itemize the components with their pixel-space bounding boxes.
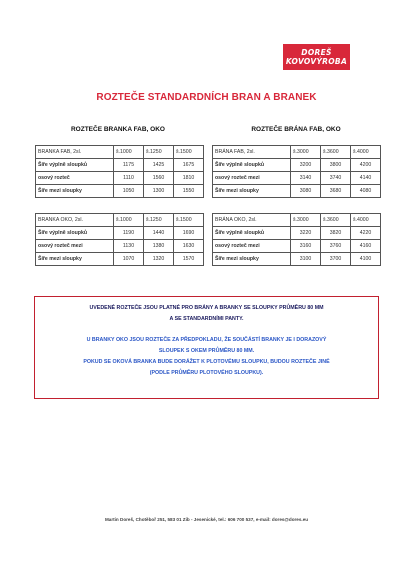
header-cell: BRANKA FAB, 2sl. [36, 146, 114, 159]
document-title: ROZTEČE STANDARDNÍCH BRAN A BRANEK [96, 92, 317, 103]
table-cell: 3700 [321, 253, 351, 266]
table-cell: 1440 [144, 227, 174, 240]
table-cell: 1675 [174, 159, 204, 172]
row-label: Šíře mezi sloupky [213, 185, 291, 198]
table-header-row [213, 214, 381, 227]
table-row [213, 172, 381, 185]
table-cell: 1320 [144, 253, 174, 266]
table-cell: 1050 [114, 185, 144, 198]
header-cell: š.1000 [114, 214, 144, 227]
table-header-row [36, 146, 204, 159]
table-row [213, 185, 381, 198]
table-row [36, 185, 204, 198]
table-cell: 3100 [291, 253, 321, 266]
table-branka-oko [35, 213, 204, 266]
footer-contact: Martin Doreš, Chotěboř 251, 583 01 Zib - Jesenické, tel.: 606 700 537, e-mail: dores@dores.eu [104, 517, 309, 522]
table-cell: 1070 [114, 253, 144, 266]
header-cell: š.3000 [291, 146, 321, 159]
table-header-row [213, 146, 381, 159]
table-cell: 1550 [174, 185, 204, 198]
notice-line: A SE STANDARDNÍMI PANTY. [169, 316, 244, 322]
table-row [36, 240, 204, 253]
table-cell: 1190 [114, 227, 144, 240]
table-cell: 3200 [291, 159, 321, 172]
table-cell: 1300 [144, 185, 174, 198]
table-cell: 1425 [144, 159, 174, 172]
row-label: osový rozteč mezi [213, 172, 291, 185]
table-cell: 1380 [144, 240, 174, 253]
header-cell: š.4000 [351, 214, 381, 227]
header-cell: š.3600 [321, 214, 351, 227]
row-label: Šíře výplně sloupků [213, 159, 291, 172]
table-cell: 4100 [351, 253, 381, 266]
table-row [213, 159, 381, 172]
row-label: Šíře mezi sloupky [36, 253, 114, 266]
table-cell: 1570 [174, 253, 204, 266]
table-cell: 3800 [321, 159, 351, 172]
header-cell: š.1500 [174, 146, 204, 159]
header-cell: BRANKA OKO, 2sl. [36, 214, 114, 227]
company-logo [283, 44, 350, 70]
table-cell: 3760 [321, 240, 351, 253]
header-cell: š.1250 [144, 214, 174, 227]
table-row [36, 253, 204, 266]
table-cell: 3160 [291, 240, 321, 253]
table-brana-oko [212, 213, 381, 266]
row-label: Šíře výplně sloupků [213, 227, 291, 240]
table-row [36, 172, 204, 185]
notice-line: U BRANKY OKO JSOU ROZTEČE ZA PŘEDPOKLADU, ŽE SOUČÁSTÍ BRANKY JE I DORAZOVÝ [86, 337, 327, 343]
table-cell: 3140 [291, 172, 321, 185]
row-label: Šíře výplně sloupků [36, 159, 114, 172]
table-row [213, 240, 381, 253]
notice-line: UVEDENÉ ROZTEČE JSOU PLATNÉ PRO BRÁNY A BRANKY SE SLOUPKY PRŮMĚRU 80 MM [89, 305, 324, 311]
notice-line: (PODLE PRŮMĚRU PLOTOVÉHO SLOUPKU). [149, 370, 264, 376]
header-cell: š.1250 [144, 146, 174, 159]
notice-line: POKUD SE OKOVÁ BRANKA BUDE DORÁŽET K PLOTOVÉMU SLOUPKU, BUDOU ROZTEČE JINÉ [83, 359, 330, 365]
table-row [213, 253, 381, 266]
row-label: osový rozteč mezi [213, 240, 291, 253]
table-cell: 1690 [174, 227, 204, 240]
table-cell: 3740 [321, 172, 351, 185]
row-label: Šíře mezi sloupky [36, 185, 114, 198]
header-cell: š.1500 [174, 214, 204, 227]
row-label: osový rozteč mezi [36, 240, 114, 253]
row-label: Šíře výplně sloupků [36, 227, 114, 240]
header-cell: š.3600 [321, 146, 351, 159]
table-cell: 4160 [351, 240, 381, 253]
table-header-row [36, 214, 204, 227]
table-cell: 4220 [351, 227, 381, 240]
table-branka-fab [35, 145, 204, 198]
table-cell: 4080 [351, 185, 381, 198]
header-cell: BRÁNA OKO, 2sl. [213, 214, 291, 227]
table-cell: 3080 [291, 185, 321, 198]
logo-line-2: KOVOVÝROBA [285, 57, 348, 66]
header-cell: š.4000 [351, 146, 381, 159]
row-label: osový rozteč [36, 172, 114, 185]
table-cell: 1560 [144, 172, 174, 185]
table-cell: 1110 [114, 172, 144, 185]
logo-line-1: DOREŠ [301, 48, 332, 57]
table-cell: 1130 [114, 240, 144, 253]
table-cell: 3220 [291, 227, 321, 240]
table-cell: 1630 [174, 240, 204, 253]
table-cell: 1810 [174, 172, 204, 185]
notice-box [34, 296, 379, 399]
row-label: Šíře mezi sloupky [213, 253, 291, 266]
table-row [36, 159, 204, 172]
table-cell: 1175 [114, 159, 144, 172]
table-cell: 3820 [321, 227, 351, 240]
table-row [36, 227, 204, 240]
header-cell: š.1000 [114, 146, 144, 159]
table-row [213, 227, 381, 240]
table-cell: 3680 [321, 185, 351, 198]
notice-line: SLOUPEK S OKEM PRŮMĚRU 80 MM. [158, 348, 255, 354]
header-cell: š.3000 [291, 214, 321, 227]
table-cell: 4200 [351, 159, 381, 172]
table-brana-fab [212, 145, 381, 198]
header-cell: BRÁNA FAB, 2sl. [213, 146, 291, 159]
notice-spacer [35, 325, 378, 335]
table-cell: 4140 [351, 172, 381, 185]
section-title-brana: ROZTEČE BRÁNA FAB, OKO [251, 126, 341, 133]
section-title-branka: ROZTEČE BRANKA FAB, OKO [70, 126, 165, 133]
